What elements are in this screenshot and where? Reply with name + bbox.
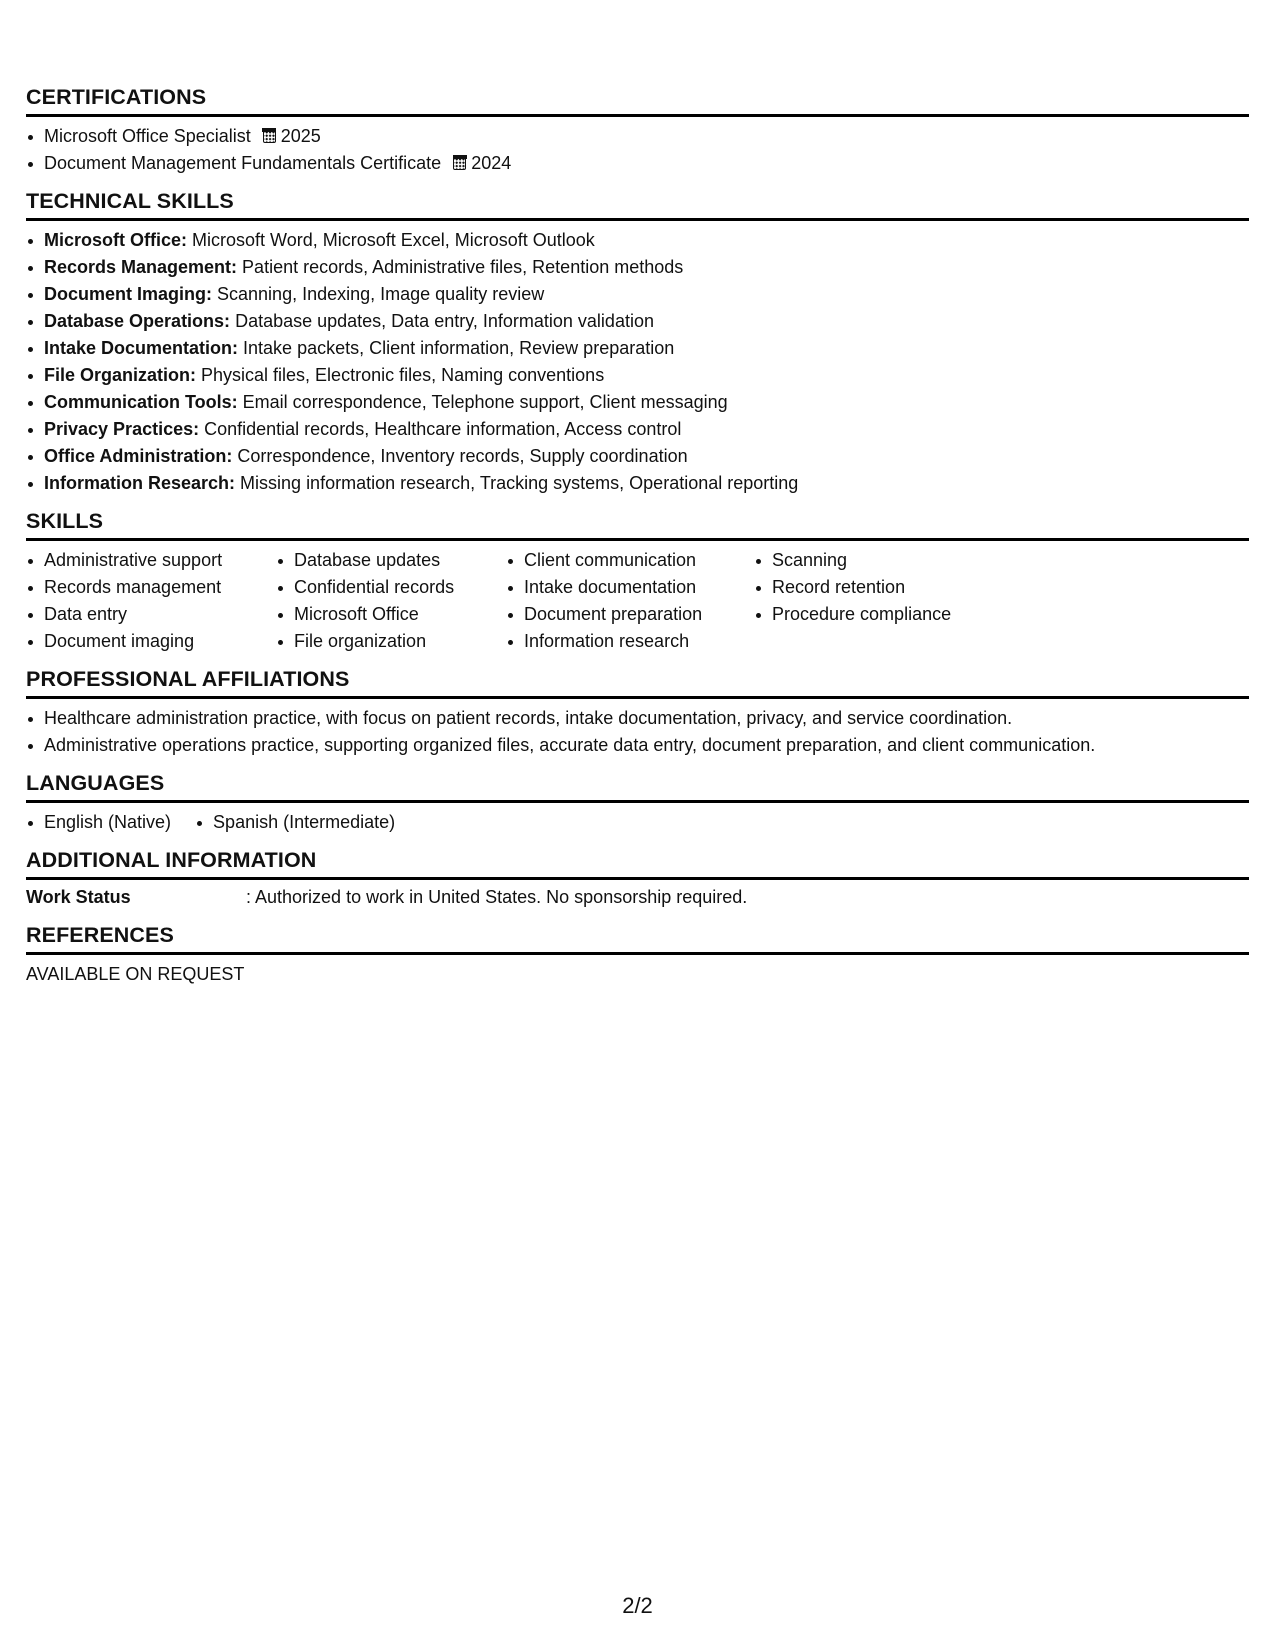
calendar-icon [453, 156, 466, 170]
technical-skill-name: Information Research: [44, 473, 236, 493]
skill-item: Procedure compliance [772, 601, 992, 628]
section-title-technical-skills: TECHNICAL SKILLS [26, 188, 1249, 221]
language-item: English (Native) [44, 809, 171, 836]
technical-skill-value: Scanning, Indexing, Image quality review [212, 284, 545, 304]
skills-section [26, 508, 1249, 655]
technical-skill-item [44, 254, 1249, 281]
skills-column [26, 547, 276, 655]
additional-info-section [26, 847, 1249, 911]
calendar-icon [263, 129, 276, 143]
languages-list [26, 809, 171, 836]
technical-skill-item [44, 335, 1249, 362]
technical-skill-value: Missing information research, Tracking systems, Operational reporting [235, 473, 799, 493]
skill-item: Microsoft Office [294, 601, 506, 628]
skill-item: Confidential records [294, 574, 506, 601]
technical-skill-name: Database Operations: [44, 311, 231, 331]
certifications-section [26, 84, 1249, 177]
languages-list [195, 809, 395, 836]
technical-skill-name: Office Administration: [44, 446, 233, 466]
skill-item: File organization [294, 628, 506, 655]
technical-skill-item [44, 227, 1249, 254]
technical-skill-name: Privacy Practices: [44, 419, 200, 439]
work-status-value: : Authorized to work in United States. No sponsorship required. [246, 887, 748, 907]
section-title-languages: LANGUAGES [26, 770, 1249, 803]
technical-skill-value: Email correspondence, Telephone support, Client messaging [237, 392, 728, 412]
skill-item: Record retention [772, 574, 992, 601]
skill-item: Client communication [524, 547, 754, 574]
technical-skill-value: Intake packets, Client information, Review preparation [238, 338, 675, 358]
skill-item: Scanning [772, 547, 992, 574]
skill-item: Document imaging [44, 628, 276, 655]
technical-skill-value: Patient records, Administrative files, Retention methods [237, 257, 684, 277]
certification-name: Document Management Fundamentals Certificate [44, 153, 442, 173]
references-section [26, 922, 1249, 988]
references-text: AVAILABLE ON REQUEST [26, 964, 245, 984]
languages-section [26, 770, 1249, 836]
section-title-affiliations: PROFESSIONAL AFFILIATIONS [26, 666, 1249, 699]
technical-skill-name: Intake Documentation: [44, 338, 239, 358]
technical-skill-item [44, 470, 1249, 497]
certification-year: 2025 [280, 126, 321, 146]
technical-skill-value: Confidential records, Healthcare information, Access control [199, 419, 682, 439]
skill-item: Database updates [294, 547, 506, 574]
section-title-certifications: CERTIFICATIONS [26, 84, 1249, 117]
technical-skills-list [26, 227, 1249, 497]
technical-skill-value: Correspondence, Inventory records, Supply coordination [232, 446, 688, 466]
section-title-references: REFERENCES [26, 922, 1249, 955]
resume-page [26, 84, 1249, 999]
affiliations-list [26, 705, 1249, 759]
section-title-skills: SKILLS [26, 508, 1249, 541]
technical-skill-item [44, 389, 1249, 416]
technical-skills-section [26, 188, 1249, 497]
technical-skill-name: Document Imaging: [44, 284, 213, 304]
technical-skill-item [44, 443, 1249, 470]
technical-skill-name: File Organization: [44, 365, 197, 385]
skills-column [506, 547, 754, 655]
technical-skill-value: Microsoft Word, Microsoft Excel, Microsoft Outlook [187, 230, 595, 250]
page-number: 2/2 [622, 1593, 653, 1618]
skill-item: Administrative support [44, 547, 276, 574]
skill-item: Document preparation [524, 601, 754, 628]
technical-skill-name: Communication Tools: [44, 392, 238, 412]
skills-grid [26, 547, 1249, 655]
certification-year: 2024 [471, 153, 512, 173]
technical-skill-name: Records Management: [44, 257, 238, 277]
skill-item: Intake documentation [524, 574, 754, 601]
technical-skill-value: Database updates, Data entry, Information validation [230, 311, 654, 331]
section-title-additional-info: ADDITIONAL INFORMATION [26, 847, 1249, 880]
technical-skill-item [44, 308, 1249, 335]
languages-row [26, 809, 1249, 836]
technical-skill-item [44, 416, 1249, 443]
affiliations-section [26, 666, 1249, 759]
work-status-row [26, 884, 1249, 911]
technical-skill-value: Physical files, Electronic files, Naming conventions [196, 365, 605, 385]
technical-skill-item [44, 281, 1249, 308]
certifications-list [26, 123, 1249, 177]
skill-item: Records management [44, 574, 276, 601]
certification-name: Microsoft Office Specialist [44, 126, 251, 146]
skill-item: Data entry [44, 601, 276, 628]
language-item: Spanish (Intermediate) [213, 809, 395, 836]
skill-item: Information research [524, 628, 754, 655]
skills-column [276, 547, 506, 655]
technical-skill-item [44, 362, 1249, 389]
technical-skill-name: Microsoft Office: [44, 230, 188, 250]
affiliation-item: Healthcare administration practice, with focus on patient records, intake documentation, privacy, and service coordination. [44, 705, 1249, 732]
skills-column [754, 547, 992, 655]
affiliation-item: Administrative operations practice, supporting organized files, accurate data entry, document preparation, and client communication. [44, 732, 1249, 759]
certification-item [44, 150, 1249, 177]
certification-item [44, 123, 1249, 150]
work-status-label: Work Status [26, 887, 131, 907]
